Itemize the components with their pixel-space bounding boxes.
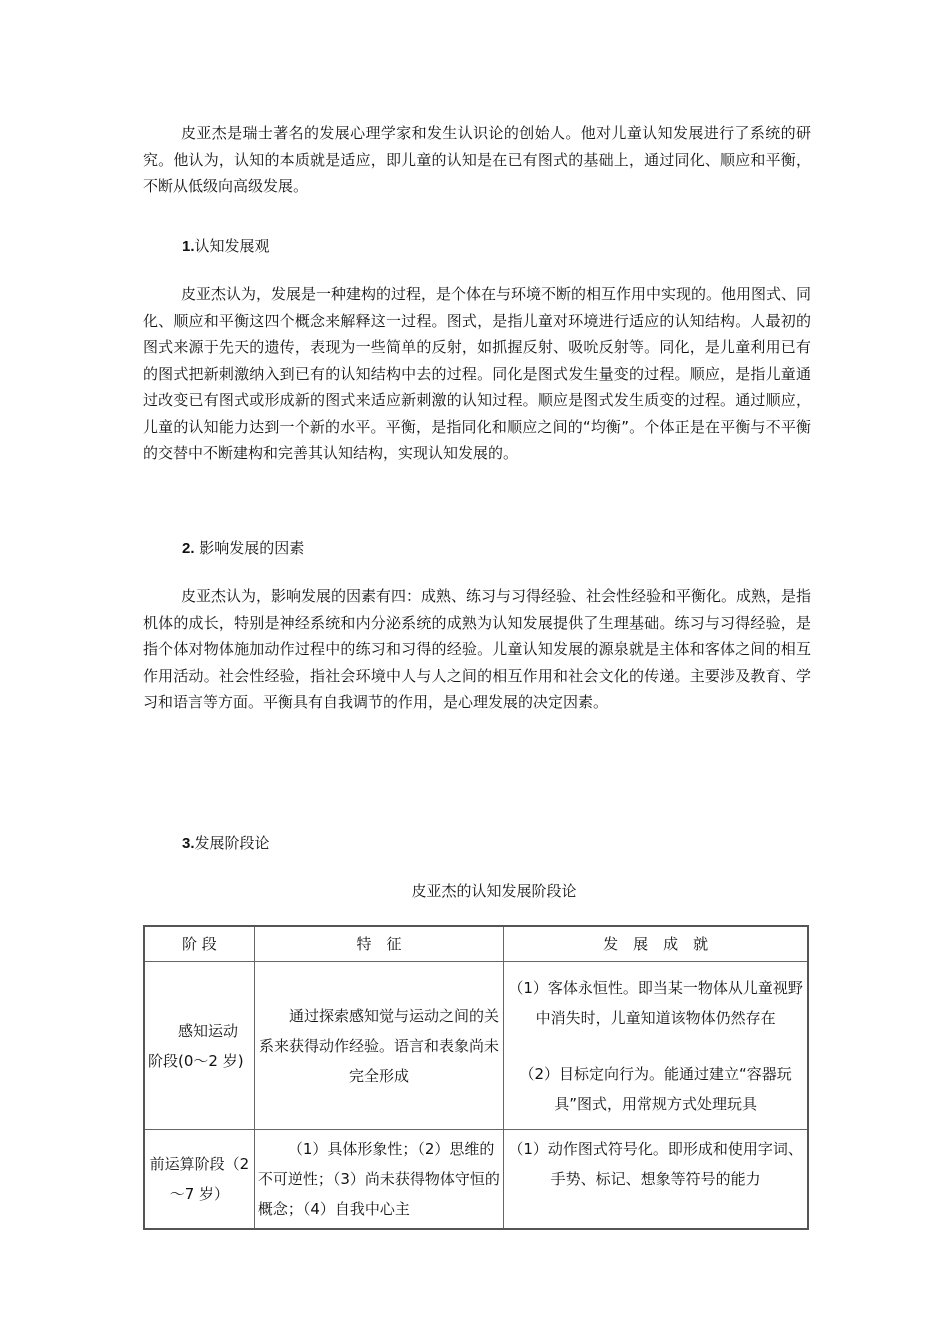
header-achievement: 发 展 成 就: [504, 926, 808, 962]
section2-number: 2.: [182, 540, 195, 557]
achievement-item-1: （1）动作图式符号化。即形成和使用字词、手势、标记、想象等符号的能力: [508, 1140, 803, 1188]
achievement-spacer: [507, 1033, 804, 1059]
feature-cell: （1）具体形象性；（2）思维的不可逆性；（3）尚未获得物体守恒的概念；（4）自我中心主: [254, 1130, 503, 1230]
stage-cell: 感知运动阶段(0～2 岁): [144, 962, 254, 1130]
section1-number: 1.: [182, 238, 195, 255]
section2-title: 影响发展的因素: [194, 539, 305, 557]
section3-heading: [182, 832, 270, 853]
section2-heading: [182, 537, 304, 558]
stage-cell: 前运算阶段（2～7 岁）: [144, 1130, 254, 1230]
section1-paragraph: 皮亚杰认为，发展是一种建构的过程，是个体在与环境不断的相互作用中实现的。他用图式、同化、顺应和平衡这四个概念来解释这一过程。图式，是指儿童对环境进行适应的认知结构。人最初的图式来源于先天的遗传，表现为一些简单的反射，如抓握反射、吸吮反射等。同化，是儿童利用已有的图式把新刺激纳入到已有的认知结构中去的过程。同化是图式发生量变的过程。顺应，是指儿童通过改变已有图式或形成新的图式来适应新刺激的认知过程。顺应是图式发生质变的过程。通过顺应，儿童的认知能力达到一个新的水平。平衡，是指同化和顺应之间的“均衡”。个体正是在平衡与不平衡的交替中不断建构和完善其认知结构，实现认知发展的。: [143, 285, 812, 462]
table-header-row: [144, 926, 808, 962]
section2-paragraph: 皮亚杰认为，影响发展的因素有四：成熟、练习与习得经验、社会性经验和平衡化。成熟，是指机体的成长，特别是神经系统和内分泌系统的成熟为认知发展提供了生理基础。练习与习得经验，是指个体对物体施加动作过程中的练习和习得的经验。儿童认知发展的源泉就是主体和客体之间的相互作用活动。社会性经验，指社会环境中人与人之间的相互作用和社会文化的传递。主要涉及教育、学习和语言等方面。平衡具有自我调节的作用，是心理发展的决定因素。: [143, 587, 812, 711]
feature-text: 通过探索感知觉与运动之间的关系来获得动作经验。语言和表象尚未完全形成: [259, 1006, 500, 1085]
achievement-cell: [504, 962, 808, 1130]
achievement-item-1: （1）客体永恒性。即当某一物体从儿童视野中消失时，儿童知道该物体仍然存在: [508, 978, 803, 1027]
table-row: [144, 1130, 808, 1230]
section1-title: 认知发展观: [194, 237, 270, 255]
achievement-item-2: （2）目标定向行为。能通过建立“容器玩具”图式，用常规方式处理玩具: [519, 1064, 792, 1113]
achievement-cell: [504, 1130, 808, 1230]
header-stage: 阶 段: [144, 926, 254, 962]
feature-cell: [254, 962, 503, 1130]
section1-heading: [182, 235, 270, 256]
table-row: [144, 962, 808, 1130]
table-title: 皮亚杰的认知发展阶段论: [411, 882, 577, 900]
stages-table: [143, 925, 809, 1230]
section3-title: 发展阶段论: [194, 834, 270, 852]
header-feature: 特 征: [254, 926, 503, 962]
intro-paragraph: 皮亚杰是瑞士著名的发展心理学家和发生认识论的创始人。他对儿童认知发展进行了系统的研究。他认为，认知的本质就是适应，即儿童的认知是在已有图式的基础上，通过同化、顺应和平衡，不断从低级向高级发展。: [143, 124, 811, 195]
section3-number: 3.: [182, 835, 195, 852]
